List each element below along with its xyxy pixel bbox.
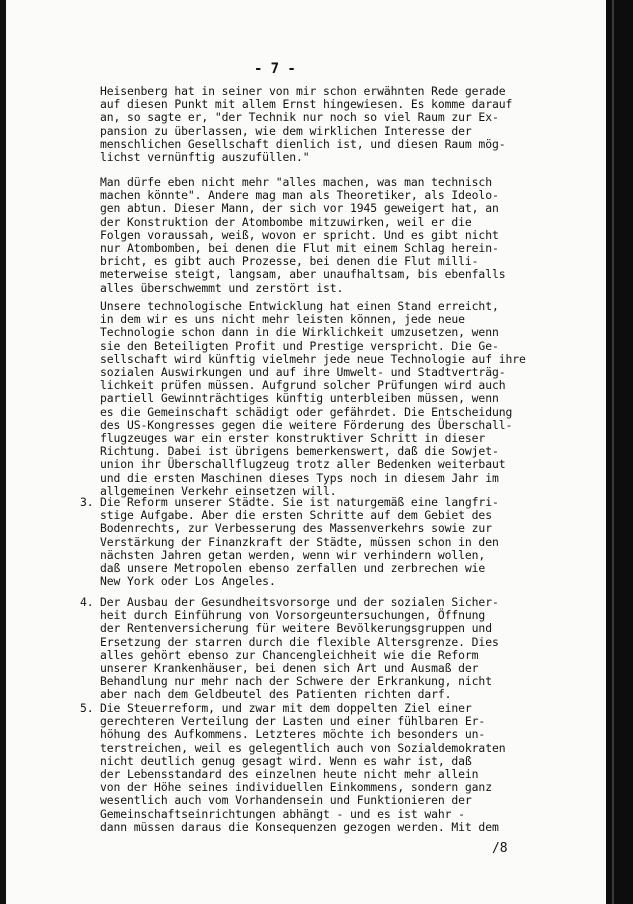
page-number: - 7 - (254, 61, 296, 77)
item-number-4: 4. (80, 595, 94, 609)
paragraph-technologische-entwicklung: Unsere technologische Entwicklung hat einen Stand erreicht, in dem wir es uns nicht mehr leisten können, jede neue Technologie schon dann in die Wirklichkeit umzusetzen, wenn sie den Beteiligten Profit und Prestige verspricht. Die Ge- sellschaft wird künftig vielmehr jede neue Technologie auf ihre sozialen Auswirkungen und auf ihre Umwelt- und Stadtverträg- lichkeit prüfen müssen. Aufgrund solcher Prüfungen wird auch partiell Gewinnträchtiges künftig unterbleiben müssen, wenn es die Gemeinschaft schädigt oder gefährdet. Die Entscheidung des US-Kongresses gegen die weitere Förderung des Überschall- flugzeuges war ein erster konstruktiver Schritt in dieser Richtung. Dabei ist übrigens bemerkenswert, daß die Sowjet- union ihr Überschallflugzeug trotz aller Bedenken weiterbaut und die ersten Maschinen dieses Typs noch in diesem Jahr im allgemeinen Verkehr einsetzen will. (100, 299, 526, 498)
item-gesundheitsvorsorge: Der Ausbau der Gesundheitsvorsorge und der sozialen Sicher- heit durch Einführung von Vorsorgeuntersuchungen, Öffnung der Rentenversicherung für weitere Bevölkerungsgruppen und Ersetzung der starren durch die flexible Altersgrenze. Dies alles gehört ebenso zur Chancengleichheit wie die Reform unserer Krankenhäuser, bei denen sich Art und Ausmaß der Behandlung nur mehr nach der Schwere der Erkrankung, nicht aber nach dem Geldbeutel des Patienten richten darf. (100, 595, 499, 702)
paragraph-alles-machen: Man dürfe eben nicht mehr "alles machen, was man technisch machen könnte". Andere mag man als Theoretiker, als Ideolo- gen abtun. Dieser Mann, der sich vor 1945 geweigert hat, an der Konstruktion der Atombombe mitzuwirken, weil er die Folgen voraussah, weiß, wovon er spricht. Und es gibt nicht nur Atombomben, bei denen die Flut mit einem Schlag herein- bricht, es gibt auch Prozesse, bei denen die Flut milli- meterweise steigt, langsam, aber unaufhaltsam, bis ebenfalls alles überschwemmt und zerstört ist. (100, 175, 506, 295)
scan-border-right (606, 0, 633, 904)
item-number-3: 3. (80, 495, 94, 509)
item-number-5: 5. (80, 701, 94, 715)
scan-edge-line (612, 0, 614, 904)
item-reform-staedte: Die Reform unserer Städte. Sie ist naturgemäß eine langfri- stige Aufgabe. Aber die ersten Schritte auf dem Gebiet des Bodenrechts, zur Verbesserung des Massenverkehrs sowie zur Verstärkung der Finanzkraft der Städte, müssen schon in den nächsten Jahren getan werden, wenn wir verhindern wollen, daß unsere Metropolen ebenso zerfallen und zerbrechen wie New York oder Los Angeles. (100, 495, 499, 589)
item-steuerreform: Die Steuerreform, und zwar mit dem doppelten Ziel einer gerechteren Verteilung der Lasten und einer fühlbaren Er- höhung des Aufkommens. Letzteres möchte ich besonders un- terstreichen, weil es gelegentlich auch von Sozialdemokraten nicht deutlich genug gesagt wird. Wenn es wahr ist, daß der Lebensstandard des einzelnen heute nicht mehr allein von der Höhe seines individuellen Einkommens, sondern ganz wesentlich auch vom Vorhandensein und Funktionieren der Gemeinschaftseinrichtungen abhängt - und es ist wahr - dann müssen daraus die Konsequenzen gezogen werden. Mit dem (100, 701, 506, 834)
paragraph-heisenberg: Heisenberg hat in seiner von mir schon erwähnten Rede gerade auf diesen Punkt mit allem Ernst hingewiesen. Es komme darauf an, so sagte er, "der Technik nur noch so viel Raum zur Ex- pansion zu überlassen, wie dem wirklichen Interesse der menschlichen Gesellschaft dienlich ist, und diesen Raum mög- lichst vernünftig auszufüllen." (100, 84, 513, 165)
continuation-marker: /8 (492, 841, 508, 856)
